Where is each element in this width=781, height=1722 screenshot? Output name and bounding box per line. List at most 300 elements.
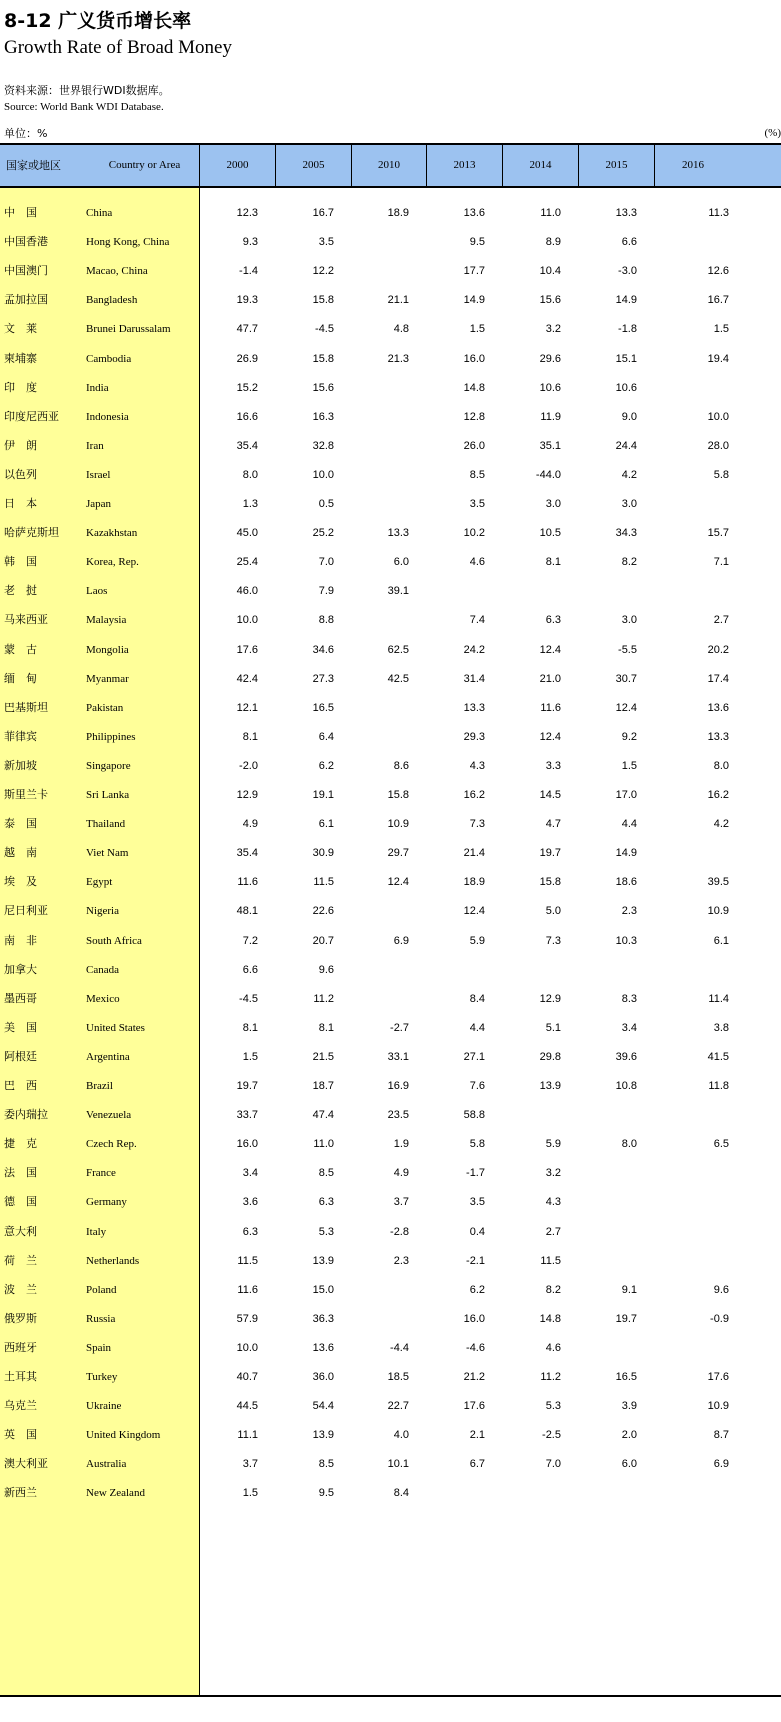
- growth-rate-cell: 6.5: [713, 1138, 729, 1151]
- growth-rate-cell: 6.6: [242, 963, 258, 976]
- country-name-cn: 菲律宾: [4, 729, 37, 743]
- table-row: [0, 1397, 781, 1415]
- growth-rate-cell: 15.8: [387, 789, 409, 801]
- country-name-cn: 印度尼西亚: [4, 409, 59, 423]
- growth-rate-cell: 3.4: [621, 1021, 637, 1034]
- table-row: [0, 611, 781, 629]
- table-row: [0, 1077, 781, 1095]
- growth-rate-cell: 36.3: [312, 1312, 334, 1325]
- country-name-cn: 埃 及: [4, 875, 37, 889]
- growth-rate-cell: 6.9: [393, 934, 409, 947]
- growth-rate-cell: 3.5: [318, 236, 334, 249]
- growth-rate-cell: -0.9: [710, 1312, 729, 1325]
- growth-rate-cell: -2.0: [239, 759, 258, 772]
- growth-rate-cell: 16.2: [707, 789, 729, 801]
- country-name-en: Turkey: [86, 1371, 118, 1383]
- growth-rate-cell: 3.0: [621, 498, 637, 510]
- growth-rate-cell: 8.1: [318, 1021, 334, 1034]
- growth-rate-cell: 16.2: [463, 789, 485, 801]
- growth-rate-cell: 4.6: [545, 1341, 561, 1354]
- country-name-en: Venezuela: [86, 1109, 132, 1122]
- growth-rate-cell: 4.6: [469, 556, 485, 569]
- table-row: [0, 815, 781, 833]
- country-name-en: Singapore: [86, 759, 131, 772]
- growth-rate-cell: 29.6: [539, 352, 561, 365]
- growth-rate-cell: 4.2: [621, 468, 637, 481]
- growth-rate-cell: 34.3: [615, 527, 637, 540]
- country-name-en: Italy: [86, 1225, 107, 1238]
- growth-rate-cell: 10.9: [707, 905, 729, 918]
- growth-rate-cell: 4.3: [545, 1196, 561, 1209]
- table-row: [0, 1019, 781, 1037]
- growth-rate-cell: 16.6: [236, 410, 258, 423]
- header-year: 2014: [503, 145, 579, 186]
- growth-rate-cell: 39.6: [615, 1050, 637, 1063]
- growth-rate-cell: 12.9: [236, 789, 258, 801]
- growth-rate-cell: 42.5: [387, 672, 409, 685]
- source-note-en: Source: World Bank WDI Database.: [4, 101, 164, 113]
- growth-rate-cell: 11.5: [313, 876, 334, 889]
- growth-rate-cell: 10.1: [387, 1458, 409, 1471]
- growth-rate-cell: 15.7: [707, 527, 729, 540]
- growth-rate-cell: 40.7: [236, 1371, 258, 1383]
- country-name-cn: 中 国: [4, 206, 37, 219]
- country-name-cn: 委内瑞拉: [4, 1108, 48, 1122]
- growth-rate-cell: 18.5: [387, 1371, 409, 1383]
- growth-rate-cell: 0.5: [318, 498, 334, 510]
- country-name-en: Japan: [86, 498, 112, 510]
- growth-rate-cell: 2.3: [621, 905, 637, 918]
- growth-rate-cell: 15.6: [312, 381, 334, 394]
- growth-rate-cell: 10.0: [707, 410, 729, 423]
- growth-rate-cell: 29.3: [463, 730, 485, 743]
- country-name-en: Australia: [86, 1458, 127, 1471]
- growth-rate-cell: 7.3: [469, 818, 485, 831]
- growth-rate-cell: 13.3: [463, 701, 485, 714]
- country-name-cn: 文 莱: [4, 322, 37, 336]
- header-year: 2015: [579, 145, 655, 186]
- growth-rate-cell: 27.1: [463, 1050, 485, 1063]
- country-name-en: India: [86, 381, 109, 394]
- growth-rate-cell: 10.0: [312, 468, 334, 481]
- growth-rate-cell: 17.6: [463, 1400, 485, 1413]
- growth-rate-cell: 3.9: [621, 1400, 637, 1413]
- country-name-en: Germany: [86, 1196, 127, 1209]
- growth-rate-cell: 8.8: [318, 614, 334, 627]
- growth-rate-cell: 8.4: [469, 992, 485, 1005]
- country-name-cn: 伊 朗: [4, 438, 37, 452]
- growth-rate-cell: 6.1: [318, 818, 334, 831]
- growth-rate-cell: 21.2: [463, 1371, 485, 1383]
- growth-rate-cell: 12.9: [539, 992, 561, 1005]
- growth-rate-cell: 2.7: [545, 1225, 561, 1238]
- table-row: [0, 1455, 781, 1473]
- table-row: [0, 437, 781, 455]
- growth-rate-cell: 3.0: [545, 498, 561, 510]
- header-year: 2000: [200, 145, 276, 186]
- table-row: [0, 466, 781, 484]
- country-name-cn: 巴基斯坦: [4, 700, 48, 714]
- growth-rate-cell: 8.7: [713, 1429, 729, 1442]
- growth-rate-cell: 17.6: [707, 1371, 729, 1383]
- growth-rate-cell: 10.8: [615, 1080, 637, 1092]
- growth-rate-cell: 7.2: [242, 934, 258, 947]
- growth-rate-cell: -2.1: [466, 1254, 485, 1267]
- country-name-en: Brazil: [86, 1080, 113, 1092]
- growth-rate-cell: 14.9: [463, 294, 485, 307]
- table-row: [0, 670, 781, 688]
- growth-rate-cell: 21.3: [387, 352, 409, 365]
- table-row: [0, 553, 781, 571]
- growth-rate-cell: 3.7: [393, 1196, 409, 1209]
- growth-rate-cell: 3.5: [469, 1196, 485, 1209]
- country-name-en: Indonesia: [86, 410, 129, 423]
- growth-rate-cell: 8.1: [242, 730, 258, 743]
- table-row: [0, 728, 781, 746]
- country-name-en: Canada: [86, 963, 119, 976]
- country-name-cn: 孟加拉国: [4, 293, 48, 307]
- growth-rate-cell: 22.6: [312, 905, 334, 918]
- growth-rate-cell: 62.5: [387, 643, 409, 656]
- growth-rate-cell: 1.5: [469, 323, 485, 336]
- growth-rate-cell: -44.0: [535, 468, 561, 481]
- country-name-cn: 以色列: [4, 467, 37, 481]
- growth-rate-cell: 20.2: [707, 643, 729, 656]
- growth-rate-cell: 5.8: [713, 468, 729, 481]
- country-name-cn: 俄罗斯: [4, 1311, 37, 1325]
- growth-rate-cell: 14.5: [539, 789, 561, 801]
- growth-rate-cell: 1.9: [393, 1138, 409, 1151]
- growth-rate-cell: -2.7: [390, 1021, 409, 1034]
- growth-rate-cell: 3.0: [621, 614, 637, 627]
- growth-rate-cell: 47.4: [312, 1109, 334, 1122]
- growth-rate-cell: 11.0: [540, 207, 561, 219]
- growth-rate-cell: 15.8: [312, 294, 334, 307]
- growth-rate-cell: 9.0: [621, 410, 637, 423]
- growth-rate-cell: 12.4: [463, 905, 485, 918]
- country-name-cn: 土耳其: [4, 1370, 37, 1383]
- growth-rate-cell: 16.0: [463, 352, 485, 365]
- growth-rate-cell: 12.4: [539, 730, 561, 743]
- growth-rate-cell: 18.7: [312, 1080, 334, 1092]
- growth-rate-cell: 15.2: [236, 381, 258, 394]
- growth-rate-cell: 15.6: [539, 294, 561, 307]
- growth-rate-cell: 11.2: [313, 992, 334, 1005]
- growth-rate-cell: 24.2: [463, 643, 485, 656]
- country-name-en: New Zealand: [86, 1487, 145, 1500]
- growth-rate-cell: 32.8: [312, 439, 334, 452]
- growth-rate-cell: 9.6: [318, 963, 334, 976]
- growth-rate-cell: 7.9: [318, 585, 334, 598]
- growth-rate-cell: 9.2: [621, 730, 637, 743]
- growth-rate-cell: 10.0: [236, 1341, 258, 1354]
- country-name-en: Czech Rep.: [86, 1138, 137, 1151]
- page-title-cn: 8-12 广义货币增长率: [4, 10, 192, 32]
- growth-rate-cell: 3.7: [242, 1458, 258, 1471]
- table-row: [0, 1223, 781, 1241]
- growth-rate-cell: 19.4: [707, 352, 729, 365]
- growth-rate-cell: 18.9: [387, 207, 409, 219]
- country-name-en: Russia: [86, 1312, 116, 1325]
- table-row: [0, 1310, 781, 1328]
- growth-rate-cell: 39.1: [387, 585, 409, 598]
- country-name-en: Pakistan: [86, 701, 124, 714]
- growth-rate-cell: 4.8: [393, 323, 409, 336]
- growth-rate-cell: 9.1: [621, 1283, 637, 1296]
- country-name-cn: 新加坡: [4, 758, 37, 772]
- country-name-cn: 蒙 古: [4, 642, 37, 656]
- growth-rate-cell: 10.6: [539, 381, 561, 394]
- growth-rate-cell: 10.9: [387, 818, 409, 831]
- page-title-en: Growth Rate of Broad Money: [4, 37, 232, 58]
- growth-rate-cell: 35.4: [236, 847, 258, 860]
- growth-rate-cell: 7.1: [713, 556, 729, 569]
- growth-rate-cell: 13.3: [615, 207, 637, 219]
- table-row: [0, 1368, 781, 1386]
- growth-rate-cell: 7.3: [545, 934, 561, 947]
- growth-rate-cell: 11.3: [708, 207, 729, 219]
- country-name-cn: 法 国: [4, 1166, 37, 1180]
- growth-rate-cell: 13.6: [707, 701, 729, 714]
- country-name-cn: 中国香港: [4, 235, 48, 249]
- table-row: [0, 1426, 781, 1444]
- growth-rate-cell: 1.3: [242, 498, 258, 510]
- country-name-cn: 意大利: [4, 1224, 37, 1238]
- growth-rate-cell: 41.5: [707, 1050, 729, 1063]
- growth-rate-cell: 57.9: [236, 1312, 258, 1325]
- country-name-cn: 新西兰: [4, 1486, 37, 1500]
- growth-rate-cell: 25.4: [236, 556, 258, 569]
- growth-rate-cell: 29.7: [387, 847, 409, 860]
- growth-rate-cell: 23.5: [387, 1109, 409, 1122]
- growth-rate-cell: 14.9: [615, 294, 637, 307]
- growth-rate-cell: 35.4: [236, 439, 258, 452]
- growth-rate-cell: 16.9: [387, 1080, 409, 1092]
- growth-rate-cell: 29.8: [539, 1050, 561, 1063]
- growth-rate-cell: 15.1: [615, 352, 637, 365]
- growth-rate-cell: 6.3: [545, 614, 561, 627]
- country-name-cn: 越 南: [4, 846, 37, 860]
- country-name-en: Bangladesh: [86, 294, 138, 307]
- growth-rate-cell: 5.9: [545, 1138, 561, 1151]
- growth-rate-cell: 17.0: [615, 789, 637, 801]
- country-name-cn: 南 非: [4, 933, 37, 947]
- growth-rate-cell: 5.8: [469, 1138, 485, 1151]
- country-name-en: Mexico: [86, 992, 120, 1005]
- growth-rate-cell: 8.2: [621, 556, 637, 569]
- growth-rate-cell: 6.1: [713, 934, 729, 947]
- growth-rate-cell: 10.3: [615, 934, 637, 947]
- growth-rate-cell: 16.3: [312, 410, 334, 423]
- table-row: [0, 1135, 781, 1153]
- growth-rate-cell: 6.0: [393, 556, 409, 569]
- growth-rate-cell: 18.6: [615, 876, 637, 889]
- growth-rate-cell: 12.4: [539, 643, 561, 656]
- growth-rate-cell: 3.5: [469, 498, 485, 510]
- growth-rate-cell: -3.0: [618, 265, 637, 278]
- source-note-cn: 资料来源：世界银行WDI数据库。: [4, 84, 170, 97]
- country-name-en: China: [86, 207, 113, 219]
- growth-rate-cell: 10.9: [707, 1400, 729, 1413]
- growth-rate-cell: 19.7: [615, 1312, 637, 1325]
- country-name-cn: 乌克兰: [4, 1399, 37, 1413]
- growth-rate-cell: 54.4: [312, 1400, 334, 1413]
- growth-rate-cell: 16.5: [312, 701, 334, 714]
- growth-rate-cell: 6.6: [621, 236, 637, 249]
- growth-rate-cell: 8.3: [621, 992, 637, 1005]
- table-row: [0, 873, 781, 891]
- growth-rate-cell: 9.5: [469, 236, 485, 249]
- growth-rate-cell: 11.5: [540, 1254, 561, 1267]
- growth-rate-cell: 21.1: [387, 294, 409, 307]
- country-name-cn: 巴 西: [4, 1079, 37, 1092]
- country-name-cn: 泰 国: [4, 817, 37, 831]
- growth-rate-cell: 42.4: [236, 672, 258, 685]
- growth-rate-cell: 16.7: [312, 207, 334, 219]
- country-name-cn: 荷 兰: [4, 1253, 37, 1267]
- table-row: [0, 699, 781, 717]
- growth-rate-cell: 27.3: [312, 672, 334, 685]
- growth-rate-cell: 3.2: [545, 323, 561, 336]
- growth-rate-cell: -1.7: [466, 1167, 485, 1180]
- growth-rate-cell: 21.4: [463, 847, 485, 860]
- growth-rate-cell: 33.7: [236, 1109, 258, 1122]
- growth-rate-cell: 58.8: [463, 1109, 485, 1122]
- country-name-en: Netherlands: [86, 1254, 140, 1267]
- growth-rate-cell: 16.0: [463, 1312, 485, 1325]
- table-row: [0, 786, 781, 804]
- growth-rate-cell: 47.7: [236, 323, 258, 336]
- table-row: [0, 641, 781, 659]
- growth-rate-cell: 4.9: [393, 1167, 409, 1180]
- growth-rate-cell: 14.8: [463, 381, 485, 394]
- growth-rate-cell: 11.0: [313, 1138, 334, 1151]
- growth-rate-cell: 12.1: [236, 701, 258, 714]
- table-row: [0, 1252, 781, 1270]
- growth-rate-cell: 45.0: [236, 527, 258, 540]
- country-name-en: Laos: [86, 585, 108, 598]
- header-year: 2016: [682, 159, 704, 171]
- growth-rate-cell: 7.0: [545, 1458, 561, 1471]
- growth-rate-cell: 6.2: [318, 759, 334, 772]
- growth-rate-cell: 12.4: [387, 876, 409, 889]
- country-name-cn: 柬埔寨: [4, 351, 37, 365]
- growth-rate-cell: 4.4: [621, 818, 637, 831]
- country-name-cn: 美 国: [4, 1020, 37, 1034]
- country-name-en: South Africa: [86, 934, 142, 947]
- table-row: [0, 1484, 781, 1502]
- country-name-en: Argentina: [86, 1050, 130, 1063]
- country-name-cn: 韩 国: [4, 555, 37, 569]
- growth-rate-cell: 11.1: [237, 1429, 258, 1442]
- table-header: [0, 143, 781, 188]
- country-name-en: Brunei Darussalam: [86, 323, 171, 336]
- growth-rate-cell: 8.5: [318, 1167, 334, 1180]
- country-name-cn: 印 度: [4, 380, 37, 394]
- country-name-en: Thailand: [86, 818, 126, 831]
- growth-rate-cell: 14.9: [615, 847, 637, 860]
- country-name-cn: 英 国: [4, 1428, 37, 1442]
- growth-rate-cell: 8.0: [621, 1138, 637, 1151]
- growth-rate-cell: 16.7: [707, 294, 729, 307]
- growth-rate-cell: -4.5: [239, 992, 258, 1005]
- growth-rate-cell: 6.4: [318, 730, 334, 743]
- country-name-en: Cambodia: [86, 352, 132, 365]
- growth-rate-cell: 39.5: [707, 876, 729, 889]
- table-row: [0, 204, 781, 222]
- growth-rate-cell: 9.5: [318, 1487, 334, 1500]
- growth-rate-cell: 36.0: [312, 1371, 334, 1383]
- table-row: [0, 932, 781, 950]
- growth-rate-cell: 8.5: [469, 468, 485, 481]
- country-name-en: Nigeria: [86, 905, 119, 918]
- growth-rate-cell: 0.4: [469, 1225, 485, 1238]
- growth-rate-cell: 10.6: [615, 381, 637, 394]
- country-name-cn: 西班牙: [4, 1340, 37, 1354]
- growth-rate-cell: 9.3: [242, 236, 258, 249]
- growth-rate-cell: 12.6: [707, 265, 729, 278]
- country-name-en: Egypt: [86, 876, 113, 889]
- growth-rate-cell: 21.5: [312, 1050, 334, 1063]
- growth-rate-cell: 2.0: [621, 1429, 637, 1442]
- table-row: [0, 495, 781, 513]
- table-row: [0, 350, 781, 368]
- country-name-cn: 波 兰: [4, 1282, 37, 1296]
- growth-rate-cell: 13.6: [312, 1341, 334, 1354]
- growth-rate-cell: 12.8: [463, 410, 485, 423]
- growth-rate-cell: 26.0: [463, 439, 485, 452]
- growth-rate-cell: 13.3: [387, 527, 409, 540]
- table-row: [0, 408, 781, 426]
- table-row: [0, 902, 781, 920]
- growth-rate-cell: 46.0: [236, 585, 258, 598]
- country-name-cn: 斯里兰卡: [4, 788, 48, 801]
- table-row: [0, 757, 781, 775]
- growth-rate-cell: 11.5: [237, 1254, 258, 1267]
- growth-rate-cell: 15.8: [539, 876, 561, 889]
- growth-rate-cell: 11.2: [540, 1371, 561, 1383]
- growth-rate-cell: 3.8: [713, 1021, 729, 1034]
- country-name-en: Spain: [86, 1341, 112, 1354]
- growth-rate-cell: 6.3: [242, 1225, 258, 1238]
- growth-rate-cell: 10.5: [539, 527, 561, 540]
- country-name-en: Korea, Rep.: [86, 556, 139, 569]
- country-name-cn: 加拿大: [4, 962, 37, 976]
- growth-rate-cell: 8.4: [393, 1487, 409, 1500]
- data-table: [0, 143, 781, 1697]
- growth-rate-cell: 3.3: [545, 759, 561, 772]
- table-row: [0, 524, 781, 542]
- country-name-en: Kazakhstan: [86, 527, 138, 540]
- header-country-en: Country or Area: [90, 145, 200, 186]
- growth-rate-cell: 16.0: [236, 1138, 258, 1151]
- growth-rate-cell: 11.6: [237, 876, 258, 889]
- country-name-en: Sri Lanka: [86, 789, 130, 801]
- header-year: 2010: [352, 145, 427, 186]
- table-row: [0, 961, 781, 979]
- growth-rate-cell: 10.0: [236, 614, 258, 627]
- country-name-cn: 捷 克: [4, 1137, 37, 1151]
- growth-rate-cell: 28.0: [707, 439, 729, 452]
- growth-rate-cell: 6.7: [469, 1458, 485, 1471]
- growth-rate-cell: 11.6: [237, 1283, 258, 1296]
- growth-rate-cell: 33.1: [387, 1050, 409, 1063]
- growth-rate-cell: 2.3: [393, 1254, 409, 1267]
- growth-rate-cell: 22.7: [387, 1400, 409, 1413]
- growth-rate-cell: 4.3: [469, 759, 485, 772]
- growth-rate-cell: 7.6: [469, 1080, 485, 1092]
- table-row: [0, 1106, 781, 1124]
